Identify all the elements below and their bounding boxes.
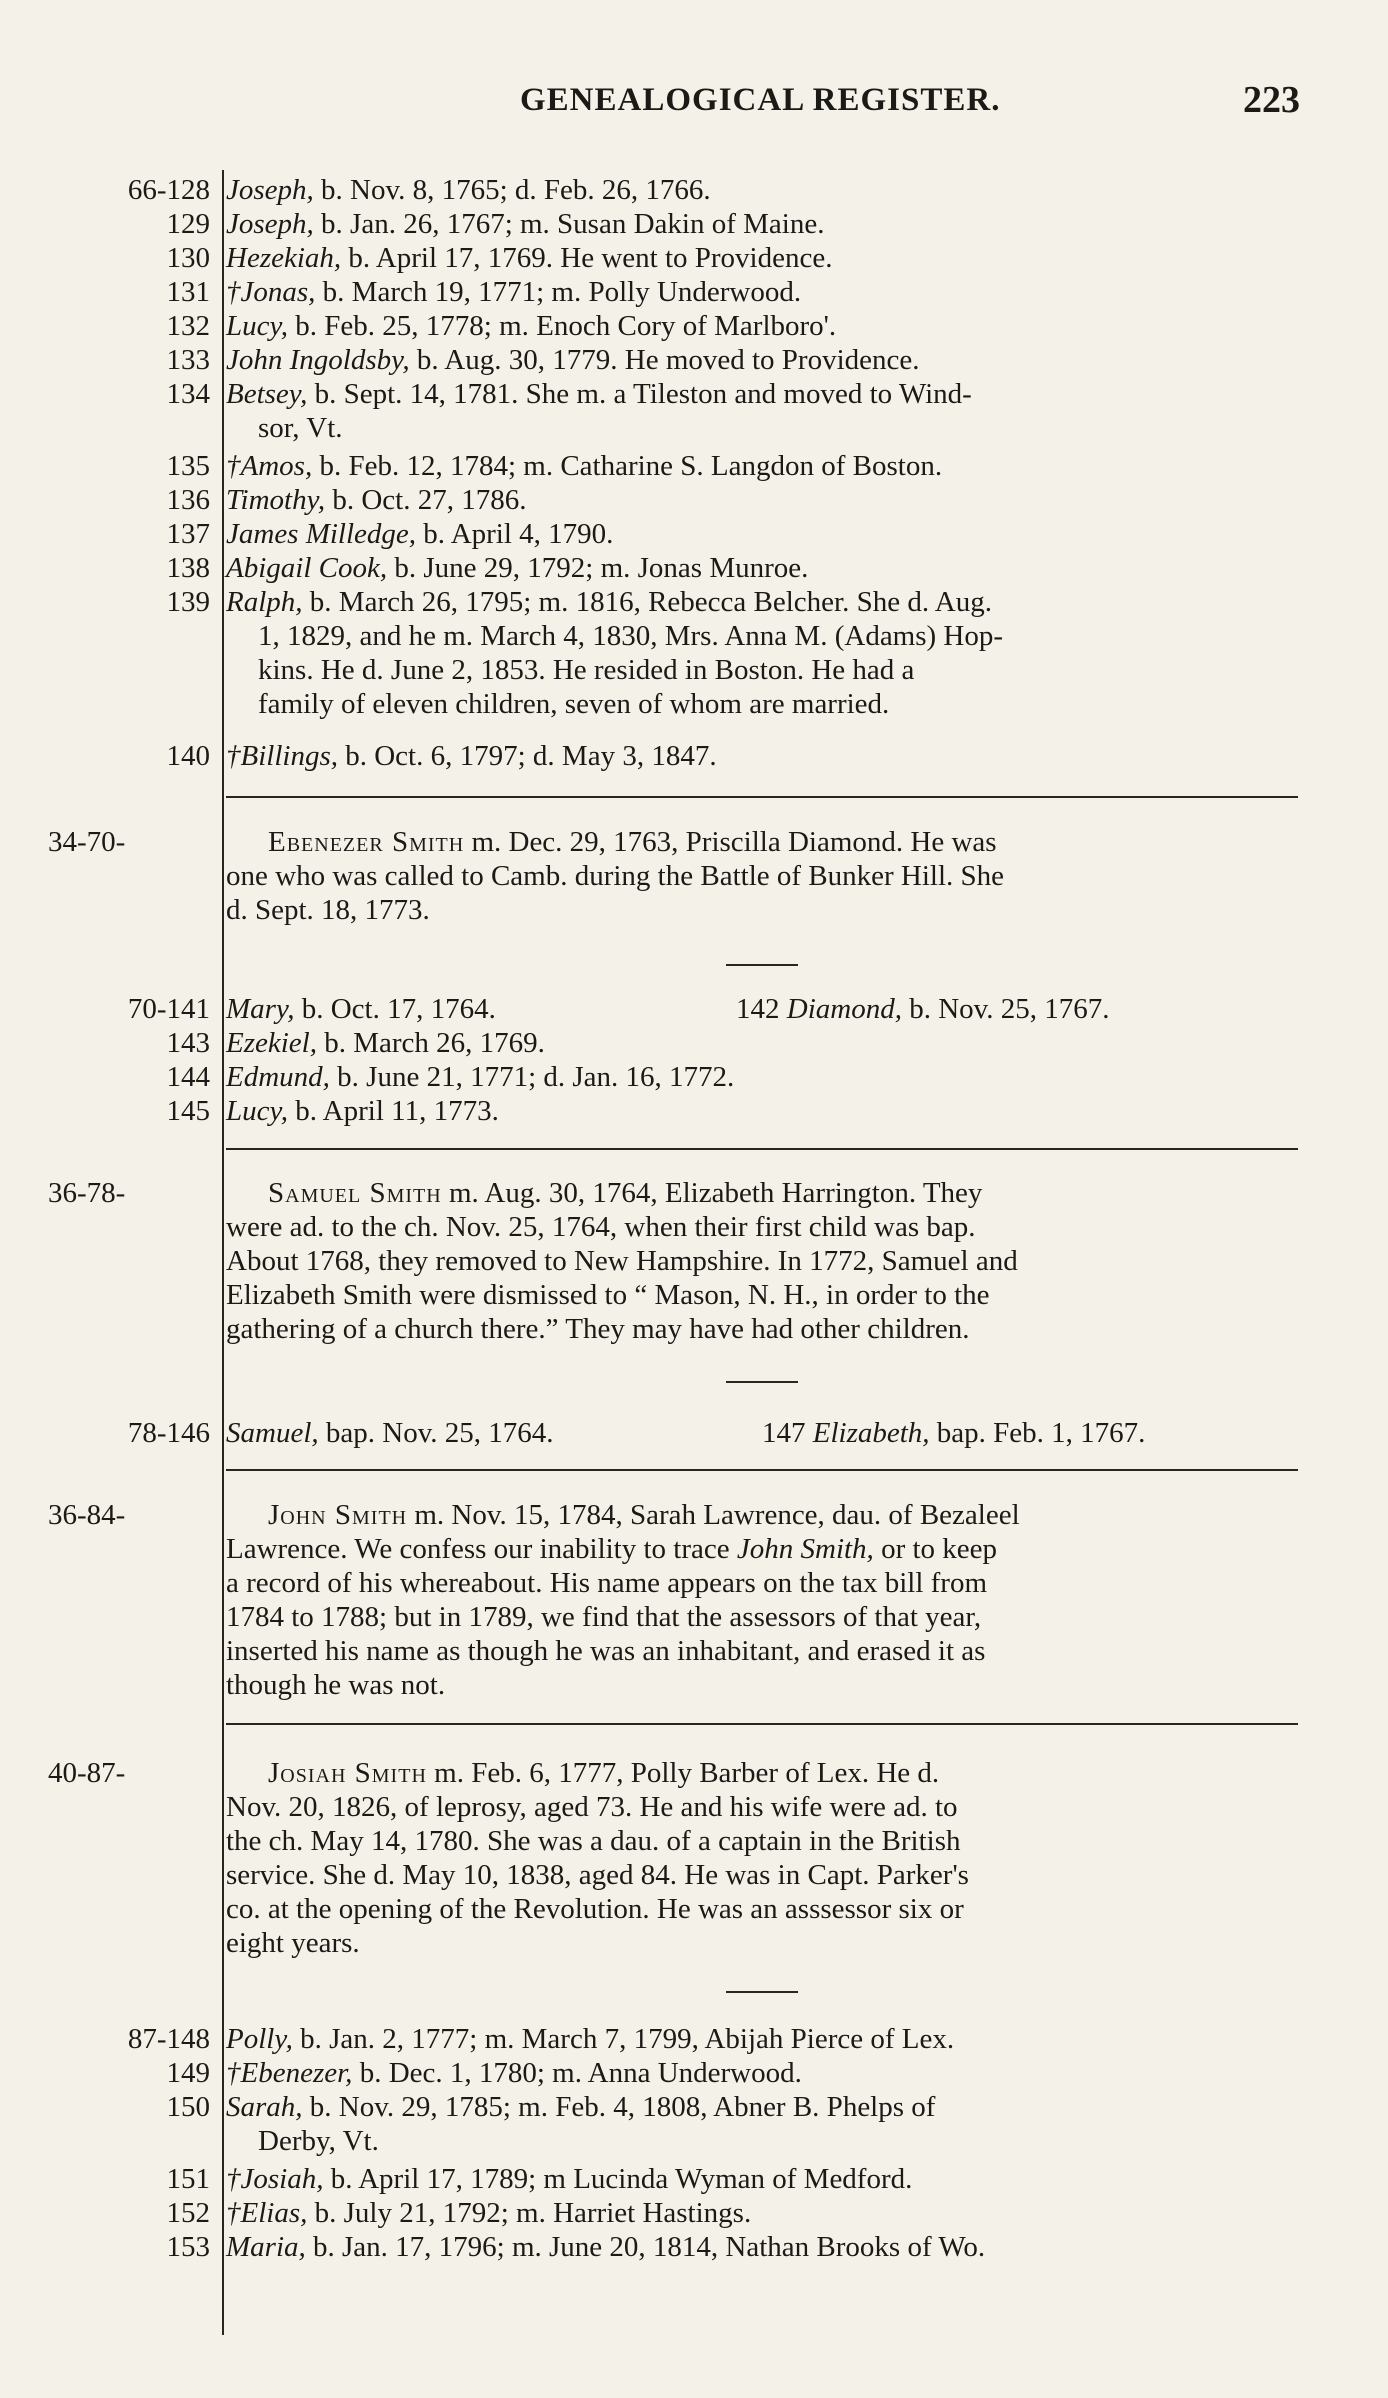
person-name: †Billings, (226, 740, 338, 772)
entry-text: b. March 26, 1769. (316, 1027, 545, 1059)
entry-line (226, 585, 1306, 619)
short-rule (726, 1381, 798, 1383)
section-rule (226, 1723, 1298, 1725)
family-paragraph-line: inserted his name as though he was an inhabitant, and erased it as (226, 1635, 986, 1667)
second-column-entry (762, 1416, 1145, 1450)
entry-number: 136 (166, 484, 210, 516)
entry-text: b. Oct. 27, 1786. (325, 484, 527, 516)
head-of-family: Samuel Smith (268, 1177, 442, 1209)
entry-text: b. Nov. 25, 1767. (901, 993, 1110, 1025)
entry-number: 149 (166, 2057, 210, 2089)
entry-line (226, 309, 1306, 343)
entry-number: 150 (166, 2091, 210, 2123)
person-name: John Smith, (736, 1533, 874, 1565)
family-paragraph-line: 1784 to 1788; but in 1789, we find that the assessors of that year, (226, 1601, 982, 1633)
entry-line (226, 2090, 1306, 2124)
entry-line (226, 2056, 1306, 2090)
entry-number: 66-128 (127, 174, 210, 206)
family-paragraph-line (268, 825, 1348, 859)
entry-number: 137 (166, 518, 210, 550)
entry-number: 131 (166, 276, 210, 308)
entry-line (226, 992, 1306, 1026)
entry-number: 140 (166, 740, 210, 772)
entry-line (226, 739, 1306, 773)
entry-number: 143 (166, 1027, 210, 1059)
entry-text: b. June 21, 1771; d. Jan. 16, 1772. (329, 1061, 735, 1093)
person-name: Lucy, (226, 310, 289, 342)
family-reference: 40-87- (48, 1757, 126, 1789)
entry-text: b. Nov. 8, 1765; d. Feb. 26, 1766. (313, 174, 711, 206)
section-rule (226, 1148, 1298, 1150)
head-of-family: Josiah Smith (268, 1757, 427, 1789)
entry-line (226, 2162, 1306, 2196)
entry-number: 152 (166, 2197, 210, 2229)
entry-number: 142 (736, 993, 787, 1025)
family-paragraph-line (268, 1756, 1348, 1790)
entry-continuation: kins. He d. June 2, 1853. He resided in Boston. He had a (258, 654, 915, 686)
entry-number: 145 (166, 1095, 210, 1127)
family-paragraph-line: co. at the opening of the Revolution. He was an asssessor six or (226, 1893, 964, 1925)
person-name: Joseph, (226, 208, 314, 240)
entry-line (226, 1026, 1306, 1060)
person-name: Lucy, (226, 1095, 289, 1127)
entry-number: 138 (166, 552, 210, 584)
entry-text: b. Jan. 26, 1767; m. Susan Dakin of Maine. (313, 208, 825, 240)
entry-text: b. Feb. 12, 1784; m. Catharine S. Langdon of Boston. (312, 450, 943, 482)
family-paragraph-line: d. Sept. 18, 1773. (226, 894, 430, 926)
entry-text: b. Dec. 1, 1780; m. Anna Underwood. (352, 2057, 802, 2089)
entry-text: b. April 17, 1769. He went to Providence. (341, 242, 833, 274)
entry-line (226, 449, 1306, 483)
second-column-entry (736, 992, 1110, 1026)
column-divider (222, 170, 224, 2335)
family-paragraph-line (268, 1176, 1348, 1210)
entry-line (226, 1094, 1306, 1128)
entry-number: 151 (166, 2163, 210, 2195)
entry-text: b. April 4, 1790. (416, 518, 614, 550)
entry-line (226, 173, 1306, 207)
person-name: Betsey, (226, 378, 308, 410)
entry-number: 78-146 (127, 1417, 210, 1449)
paragraph-text: m. Nov. 15, 1784, Sarah Lawrence, dau. of Bezaleel (407, 1499, 1020, 1531)
person-name: Ralph, (226, 586, 303, 618)
entry-text: bap. Feb. 1, 1767. (929, 1417, 1146, 1449)
person-name: Edmund, (226, 1061, 330, 1093)
family-paragraph-line (226, 1532, 1306, 1566)
family-paragraph-line: though he was not. (226, 1669, 446, 1701)
entry-continuation: sor, Vt. (258, 412, 343, 444)
family-paragraph-line: Elizabeth Smith were dismissed to “ Mason, N. H., in order to the (226, 1279, 990, 1311)
entry-number: 135 (166, 450, 210, 482)
entry-text: b. Oct. 6, 1797; d. May 3, 1847. (337, 740, 717, 772)
short-rule (726, 964, 798, 966)
entry-number: 129 (166, 208, 210, 240)
entry-text: b. April 17, 1789; m Lucinda Wyman of Medford. (323, 2163, 913, 2195)
entry-text: b. Jan. 17, 1796; m. June 20, 1814, Nathan Brooks of Wo. (305, 2231, 986, 2263)
entry-text: b. Sept. 14, 1781. She m. a Tileston and moved to Wind- (307, 378, 972, 410)
family-paragraph-line: About 1768, they removed to New Hampshire. In 1772, Samuel and (226, 1245, 1018, 1277)
person-name: Diamond, (786, 993, 902, 1025)
entry-number: 153 (166, 2231, 210, 2263)
page-number: 223 (1243, 79, 1300, 121)
entry-number: 134 (166, 378, 210, 410)
family-reference: 36-78- (48, 1177, 126, 1209)
person-name: Maria, (226, 2231, 306, 2263)
family-paragraph-line: service. She d. May 10, 1838, aged 84. He was in Capt. Parker's (226, 1859, 969, 1891)
person-name: †Jonas, (226, 276, 316, 308)
entry-continuation: 1, 1829, and he m. March 4, 1830, Mrs. Anna M. (Adams) Hop- (258, 620, 1004, 652)
paragraph-text: m. Dec. 29, 1763, Priscilla Diamond. He was (464, 826, 997, 858)
entry-continuation: family of eleven children, seven of whom are married. (258, 688, 890, 720)
person-name: †Josiah, (226, 2163, 324, 2195)
entry-text: b. June 29, 1792; m. Jonas Munroe. (387, 552, 809, 584)
entry-number: 133 (166, 344, 210, 376)
entry-line (226, 1060, 1306, 1094)
person-name: Sarah, (226, 2091, 303, 2123)
entry-number: 144 (166, 1061, 210, 1093)
running-head: GENEALOGICAL REGISTER. (520, 82, 1001, 118)
family-paragraph-line (268, 1498, 1348, 1532)
person-name: Elizabeth, (812, 1417, 930, 1449)
person-name: Polly, (226, 2023, 293, 2055)
person-name: Joseph, (226, 174, 314, 206)
person-name: †Ebenezer, (226, 2057, 353, 2089)
family-paragraph-line: gathering of a church there.” They may have had other children. (226, 1313, 970, 1345)
paragraph-text: m. Aug. 30, 1764, Elizabeth Harrington. They (441, 1177, 983, 1209)
paragraph-text: Lawrence. We confess our inability to trace (226, 1533, 737, 1565)
person-name: Timothy, (226, 484, 326, 516)
person-name: Ezekiel, (226, 1027, 317, 1059)
entry-number: 70-141 (127, 993, 210, 1025)
section-rule (226, 1469, 1298, 1471)
family-paragraph-line: the ch. May 14, 1780. She was a dau. of a captain in the British (226, 1825, 961, 1857)
family-paragraph-line: a record of his whereabout. His name appears on the tax bill from (226, 1567, 987, 1599)
family-paragraph-line: Nov. 20, 1826, of leprosy, aged 73. He and his wife were ad. to (226, 1791, 958, 1823)
entry-line (226, 343, 1306, 377)
head-of-family: Ebenezer Smith (268, 826, 465, 858)
head-of-family: John Smith (268, 1499, 408, 1531)
entry-number: 132 (166, 310, 210, 342)
person-name: Samuel, (226, 1417, 319, 1449)
family-reference: 36-84- (48, 1499, 126, 1531)
entry-text: b. Nov. 29, 1785; m. Feb. 4, 1808, Abner B. Phelps of (302, 2091, 936, 2123)
entry-line (226, 2230, 1306, 2264)
entry-line (226, 551, 1306, 585)
paragraph-text: m. Feb. 6, 1777, Polly Barber of Lex. He d. (426, 1757, 940, 1789)
entry-line (226, 2022, 1306, 2056)
family-paragraph-line: eight years. (226, 1927, 360, 1959)
person-name: †Amos, (226, 450, 313, 482)
short-rule (726, 1991, 798, 1993)
entry-number: 147 (762, 1417, 813, 1449)
family-paragraph-line: were ad. to the ch. Nov. 25, 1764, when their first child was bap. (226, 1211, 976, 1243)
entry-text: bap. Nov. 25, 1764. (318, 1417, 554, 1449)
person-name: Hezekiah, (226, 242, 342, 274)
entry-line (226, 241, 1306, 275)
entry-number: 139 (166, 586, 210, 618)
entry-continuation: Derby, Vt. (258, 2125, 379, 2157)
person-name: John Ingoldsby, (226, 344, 410, 376)
person-name: James Milledge, (226, 518, 417, 550)
person-name: Abigail Cook, (226, 552, 388, 584)
entry-text: b. March 19, 1771; m. Polly Underwood. (315, 276, 802, 308)
entry-text: b. March 26, 1795; m. 1816, Rebecca Belcher. She d. Aug. (302, 586, 992, 618)
entry-line (226, 517, 1306, 551)
entry-number: 87-148 (127, 2023, 210, 2055)
entry-text: b. Oct. 17, 1764. (294, 993, 496, 1025)
entry-line (226, 1416, 1306, 1450)
family-paragraph-line: one who was called to Camb. during the Battle of Bunker Hill. She (226, 860, 1005, 892)
section-rule (226, 796, 1298, 798)
entry-text: b. Jan. 2, 1777; m. March 7, 1799, Abijah Pierce of Lex. (292, 2023, 955, 2055)
paragraph-text: or to keep (873, 1533, 998, 1565)
entry-line (226, 483, 1306, 517)
person-name: Mary, (226, 993, 295, 1025)
family-reference: 34-70- (48, 826, 126, 858)
entry-text: b. July 21, 1792; m. Harriet Hastings. (307, 2197, 752, 2229)
entry-line (226, 377, 1306, 411)
entry-line (226, 2196, 1306, 2230)
entry-text: b. Aug. 30, 1779. He moved to Providence. (409, 344, 920, 376)
page-header (0, 79, 1388, 132)
entry-line (226, 207, 1306, 241)
entry-line (226, 275, 1306, 309)
entry-text: b. April 11, 1773. (288, 1095, 499, 1127)
entry-number: 130 (166, 242, 210, 274)
person-name: †Elias, (226, 2197, 308, 2229)
entry-text: b. Feb. 25, 1778; m. Enoch Cory of Marlboro'. (288, 310, 837, 342)
